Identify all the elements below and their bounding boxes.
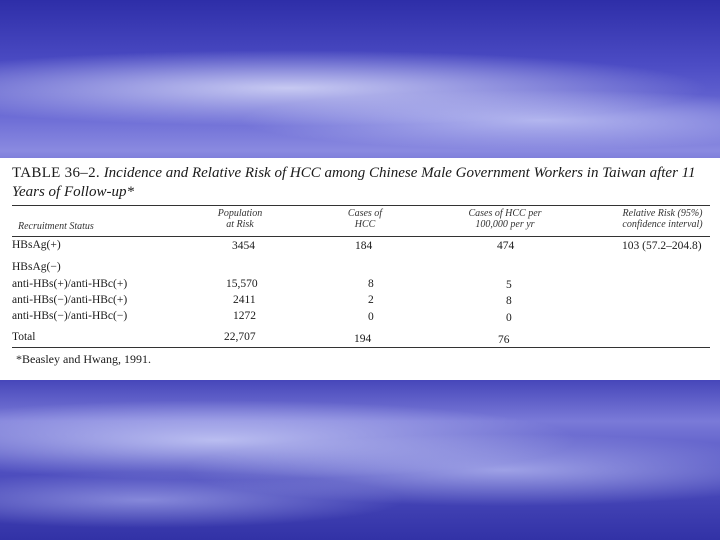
row-rate-total: 76 xyxy=(498,334,510,346)
row-cases: 0 xyxy=(368,311,374,323)
header-rule xyxy=(12,236,710,237)
row-population: 2411 xyxy=(233,294,256,306)
row-relative-risk: 103 (57.2–204.8) xyxy=(622,240,702,252)
header-relative-risk xyxy=(610,208,715,230)
table-footnote: *Beasley and Hwang, 1991. xyxy=(16,352,151,366)
header-population-line2: at Risk xyxy=(226,219,254,230)
row-population: 3454 xyxy=(232,240,255,252)
row-cases: 8 xyxy=(368,278,374,290)
row-status: HBsAg(+) xyxy=(12,239,61,251)
header-cases-line2: HCC xyxy=(354,219,376,230)
table-title: Incidence and Relative Risk of HCC among Chinese Male Government Workers in Taiwan after 11 Years of Follow-up* xyxy=(12,165,696,200)
header-rate-line2: 100,000 per yr xyxy=(475,219,535,230)
table-label: TABLE 36–2. xyxy=(12,165,100,181)
header-rate-line1: Cases of HCC per xyxy=(468,208,542,219)
row-status: anti-HBs(+)/anti-HBc(+) xyxy=(12,278,128,290)
row-rate: 5 xyxy=(506,279,512,291)
row-cases: 2 xyxy=(368,294,374,306)
header-rate xyxy=(450,208,560,230)
row-cases-total: 194 xyxy=(354,333,372,345)
row-population: 1272 xyxy=(233,310,256,322)
row-status: anti-HBs(−)/anti-HBc(−) xyxy=(12,310,128,322)
table-slide xyxy=(0,158,720,380)
row-cases: 184 xyxy=(355,240,373,252)
row-rate: 474 xyxy=(497,240,515,252)
row-status: HBsAg(−) xyxy=(12,261,61,273)
row-status-total: Total xyxy=(12,331,36,343)
row-rate: 0 xyxy=(506,312,512,324)
header-recruitment-status: Recruitment Status xyxy=(18,221,94,232)
table-caption xyxy=(12,164,712,202)
row-status: anti-HBs(−)/anti-HBc(+) xyxy=(12,294,128,306)
header-rr-line2: confidence interval) xyxy=(622,219,703,230)
header-cases-line1: Cases of xyxy=(347,208,383,219)
row-population-total: 22,707 xyxy=(224,331,256,343)
top-rule xyxy=(12,205,710,206)
header-cases xyxy=(335,208,395,230)
row-rate: 8 xyxy=(506,295,512,307)
bottom-rule xyxy=(12,347,710,348)
header-population xyxy=(205,208,275,230)
header-population-line1: Population xyxy=(217,208,263,219)
header-rr-line1: Relative Risk (95%) xyxy=(622,208,703,219)
row-population: 15,570 xyxy=(226,278,258,290)
